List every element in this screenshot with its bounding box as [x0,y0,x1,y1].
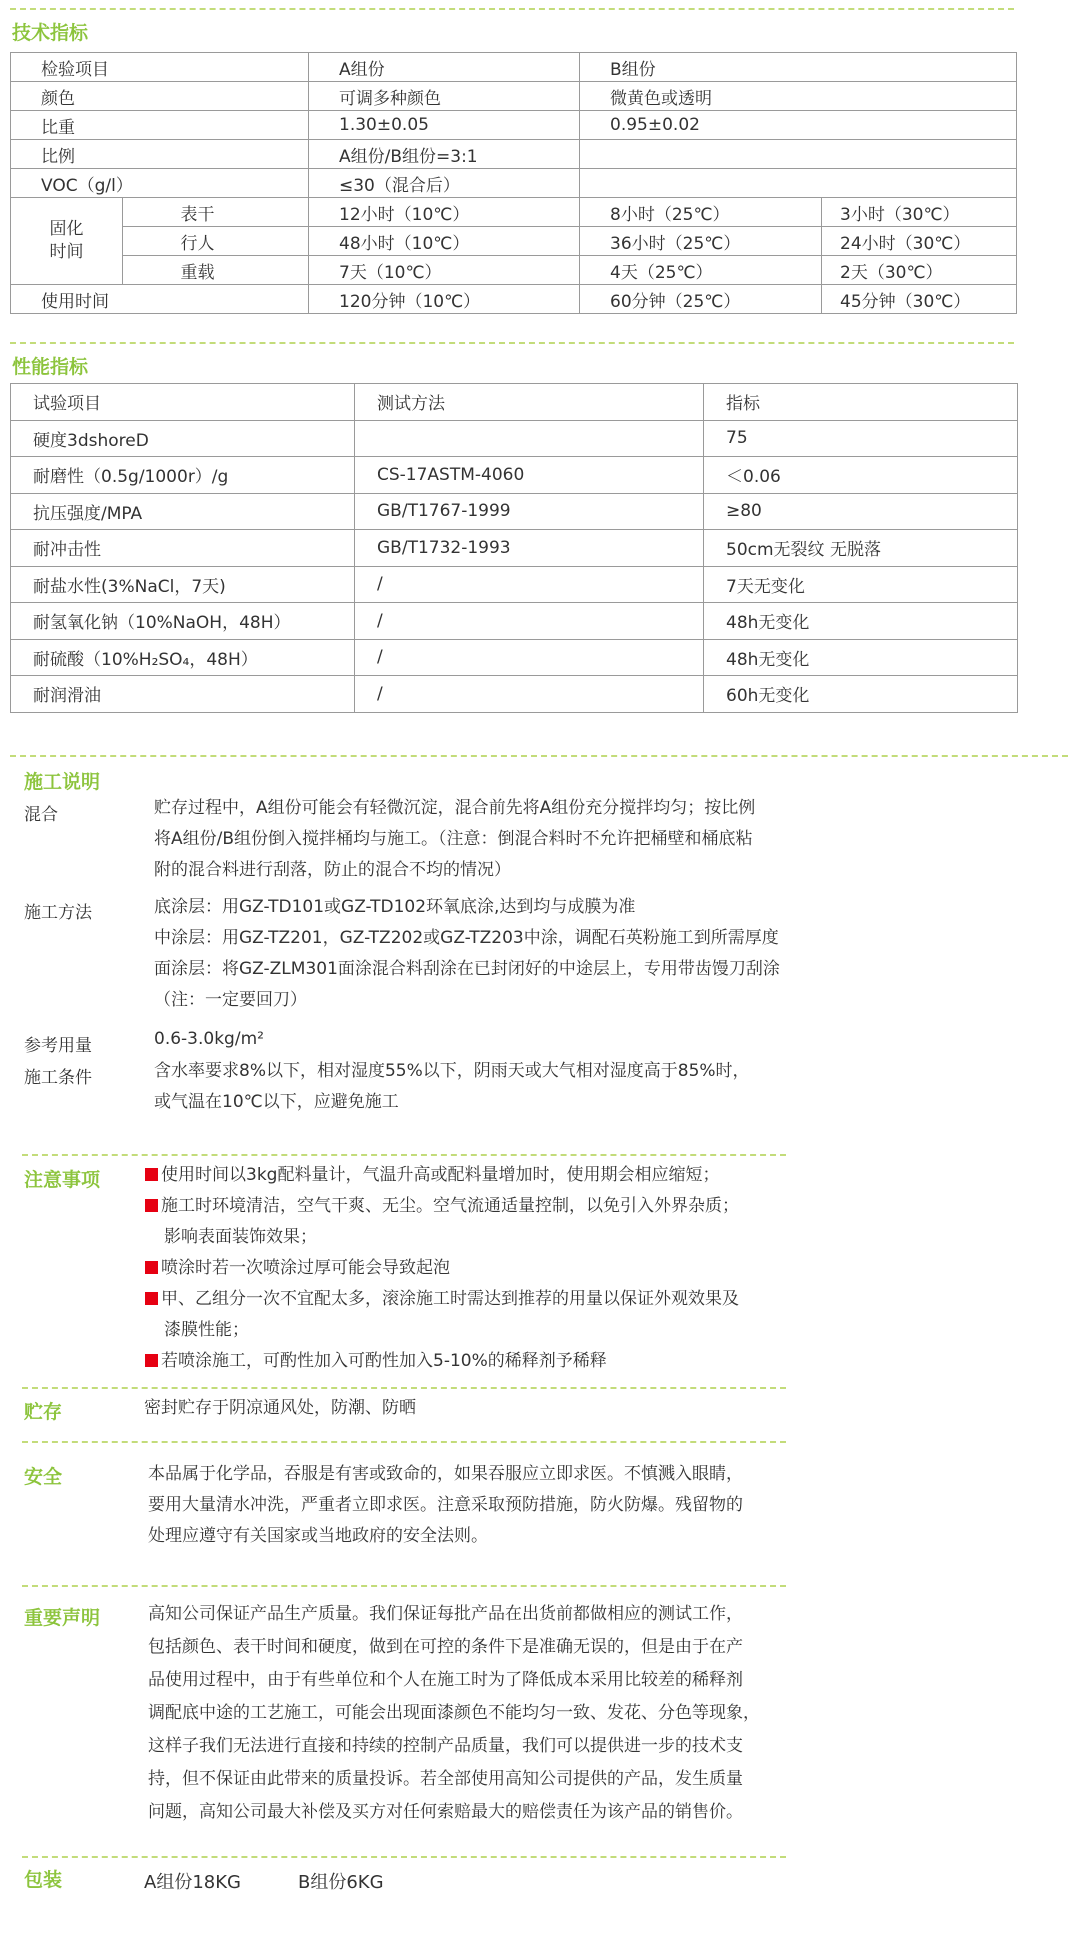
table-cell: 行人 [123,227,309,256]
table-header-cell: B组份 [580,53,1017,82]
text-line: （注：一定要回刀） [154,990,307,1010]
divider [22,1154,786,1156]
table-cell: 耐润滑油 [11,676,355,713]
list-item-text: 若喷涂施工，可酌性加入可酌性加入5-10%的稀释剂予稀释 [161,1351,607,1371]
table-cell: 可调多种颜色 [309,82,580,111]
text-line: 持，但不保证由此带来的质量投诉。若全部使用高知公司提供的产品，发生质量 [148,1769,743,1789]
disclaimer-section-title: 重要声明 [24,1607,101,1629]
list-item-text: 施工时环境清洁，空气干爽、无尘。空气流通适量控制，以免引入外界杂质； [161,1196,739,1216]
divider [22,1387,786,1389]
table-row [11,256,1017,285]
table-cell: ≤30（混合后） [309,169,580,198]
packaging-section-title: 包装 [24,1869,63,1891]
notes-section-title: 注意事项 [24,1169,101,1191]
list-item [145,1315,739,1346]
table-row [11,384,1018,421]
table-row [11,639,1018,676]
table-row [11,285,1017,314]
notes-list [145,1160,739,1377]
table-cell: 使用时间 [11,285,309,314]
method-text [154,892,780,1016]
table-header-cell: 指标 [704,384,1018,421]
packaging-b: B组份6KG [298,1872,384,1893]
method-label: 施工方法 [24,903,92,923]
conditions-text [154,1056,750,1118]
storage-text: 密封贮存于阴凉通风处，防潮、防晒 [144,1398,416,1418]
list-item [145,1284,739,1315]
text-line: 面涂层：将GZ-ZLM301面涂混合料刮涂在已封闭好的中途层上，专用带齿馒刀刮涂 [154,959,780,979]
storage-section-title: 贮存 [24,1401,63,1423]
table-cell: 4天（25℃） [580,256,822,285]
text-line: 高知公司保证产品生产质量。我们保证每批产品在出货前都做相应的测试工作， [148,1604,743,1624]
divider [22,1856,786,1858]
table-cell: 0.95±0.02 [580,111,1017,140]
list-item-text: 喷涂时若一次喷涂过厚可能会导致起泡 [161,1258,450,1278]
table-cell: 表干 [123,198,309,227]
conditions-label: 施工条件 [24,1068,92,1088]
table-row [11,169,1017,198]
table-cell: 48小时（10℃） [309,227,580,256]
text-line: 附的混合料进行刮落，防止的混合不均的情况） [154,860,511,880]
tech-section-title: 技术指标 [12,22,89,44]
list-item [145,1191,739,1222]
text-line: 含水率要求8%以下，相对湿度55%以下，阴雨天或大气相对湿度高于85%时， [154,1061,750,1081]
list-item [145,1160,739,1191]
table-cell: 24小时（30℃） [822,227,1017,256]
table-cell: 耐氢氧化钠（10%NaOH，48H） [11,603,355,640]
table-cell: 48h无变化 [704,639,1018,676]
red-square-bullet-icon [145,1168,158,1181]
text-line: 将A组份/B组份倒入搅拌桶均与施工。（注意：倒混合料时不允许把桶壁和桶底粘 [154,829,753,849]
table-cell: 抗压强度/MPA [11,493,355,530]
usage-label: 参考用量 [24,1036,92,1056]
table-cell: 12小时（10℃） [309,198,580,227]
text-line: 包括颜色、表干时间和硬度，做到在可控的条件下是准确无误的，但是由于在产 [148,1637,743,1657]
list-item [145,1253,739,1284]
table-cell: 8小时（25℃） [580,198,822,227]
table-cell: 120分钟（10℃） [309,285,580,314]
text-line: 要用大量清水冲洗，严重者立即求医。注意采取预防措施，防火防爆。残留物的 [148,1495,743,1515]
text-line: 调配底中途的工艺施工，可能会出现面漆颜色不能均匀一致、发花、分色等现象， [148,1703,760,1723]
table-row [11,227,1017,256]
divider [10,342,1014,344]
usage-value: 0.6-3.0kg/m² [154,1029,264,1049]
list-item-text: 漆膜性能； [164,1320,249,1340]
table-cell: 1.30±0.05 [309,111,580,140]
mix-text [154,793,755,886]
table-cell: 耐硫酸（10%H₂SO₄，48H） [11,639,355,676]
table-row [11,603,1018,640]
divider [10,8,1014,10]
mix-label: 混合 [24,805,58,825]
table-cell: ＜0.06 [704,457,1018,494]
table-cell: 36小时（25℃） [580,227,822,256]
table-row [11,493,1018,530]
perf-section-title: 性能指标 [12,356,89,378]
table-cell: 50cm无裂纹 无脱落 [704,530,1018,567]
table-header-cell: 测试方法 [355,384,704,421]
table-row [11,198,1017,227]
table-cell: 耐磨性（0.5g/1000r）/g [11,457,355,494]
table-cell: 60分钟（25℃） [580,285,822,314]
table-cell: / [355,566,704,603]
red-square-bullet-icon [145,1292,158,1305]
table-header-cell: A组份 [309,53,580,82]
red-square-bullet-icon [145,1199,158,1212]
table-cell [580,169,1017,198]
table-cell: A组份/B组份=3:1 [309,140,580,169]
table-cell: GB/T1732-1993 [355,530,704,567]
table-cell: / [355,676,704,713]
text-line: 或气温在10℃以下，应避免施工 [154,1092,399,1112]
table-cell: 45分钟（30℃） [822,285,1017,314]
safety-text [148,1459,743,1552]
table-cell: 硬度3dshoreD [11,420,355,457]
red-square-bullet-icon [145,1354,158,1367]
table-row [11,82,1017,111]
table-cell: 耐冲击性 [11,530,355,567]
text-line: 这样子我们无法进行直接和持续的控制产品质量，我们可以提供进一步的技术支 [148,1736,743,1756]
red-square-bullet-icon [145,1261,158,1274]
table-row [11,111,1017,140]
table-cell: 微黄色或透明 [580,82,1017,111]
text-line: 处理应遵守有关国家或当地政府的安全法则。 [148,1526,488,1546]
table-cell: 2天（30℃） [822,256,1017,285]
text-line: 底涂层：用GZ-TD101或GZ-TD102环氧底涂,达到均与成膜为准 [154,897,636,917]
table-cell [355,420,704,457]
table-cell: GB/T1767-1999 [355,493,704,530]
table-cell: 3小时（30℃） [822,198,1017,227]
table-cell: / [355,639,704,676]
tech-spec-table [10,52,1017,314]
table-header-cell: 检验项目 [11,53,309,82]
table-row [11,676,1018,713]
divider [22,1585,786,1587]
text-line: 品使用过程中，由于有些单位和个人在施工时为了降低成本采用比较差的稀释剂 [148,1670,743,1690]
list-item [145,1222,739,1253]
table-cell: 比重 [11,111,309,140]
table-row [11,140,1017,169]
list-item-text: 影响表面装饰效果； [164,1227,317,1247]
text-line: 贮存过程中，A组份可能会有轻微沉淀，混合前先将A组份充分搅拌均匀；按比例 [154,798,756,818]
table-cell [580,140,1017,169]
table-row [11,530,1018,567]
table-cell: 重载 [123,256,309,285]
construction-section-title: 施工说明 [24,771,101,793]
disclaimer-text [148,1598,760,1829]
list-item-text: 甲、乙组分一次不宜配太多，滚涂施工时需达到推荐的用量以保证外观效果及 [161,1289,739,1309]
curing-time-label: 固化 时间 [11,198,123,285]
table-cell: 7天无变化 [704,566,1018,603]
divider [22,1441,786,1443]
table-cell: VOC（g/l） [11,169,309,198]
packaging-a: A组份18KG [144,1872,241,1893]
table-cell: / [355,603,704,640]
table-row [11,53,1017,82]
perf-table [10,383,1018,713]
table-cell: 颜色 [11,82,309,111]
table-row [11,420,1018,457]
table-header-cell: 试验项目 [11,384,355,421]
text-line: 问题，高知公司最大补偿及买方对任何索赔最大的赔偿责任为该产品的销售价。 [148,1802,743,1822]
table-cell: CS-17ASTM-4060 [355,457,704,494]
table-cell: 耐盐水性(3%NaCl，7天) [11,566,355,603]
table-cell: 7天（10℃） [309,256,580,285]
text-line: 本品属于化学品，吞服是有害或致命的，如果吞服应立即求医。不慎溅入眼睛， [148,1464,743,1484]
table-row [11,566,1018,603]
list-item [145,1346,739,1377]
text-line: 中涂层：用GZ-TZ201，GZ-TZ202或GZ-TZ203中涂，调配石英粉施工到所需厚度 [154,928,779,948]
table-cell: 75 [704,420,1018,457]
list-item-text: 使用时间以3kg配料量计，气温升高或配料量增加时，使用期会相应缩短； [161,1165,720,1185]
table-cell: 比例 [11,140,309,169]
table-cell: 60h无变化 [704,676,1018,713]
divider [10,755,1068,757]
table-cell: 48h无变化 [704,603,1018,640]
safety-section-title: 安全 [24,1466,63,1488]
table-row [11,457,1018,494]
table-cell: ≥80 [704,493,1018,530]
